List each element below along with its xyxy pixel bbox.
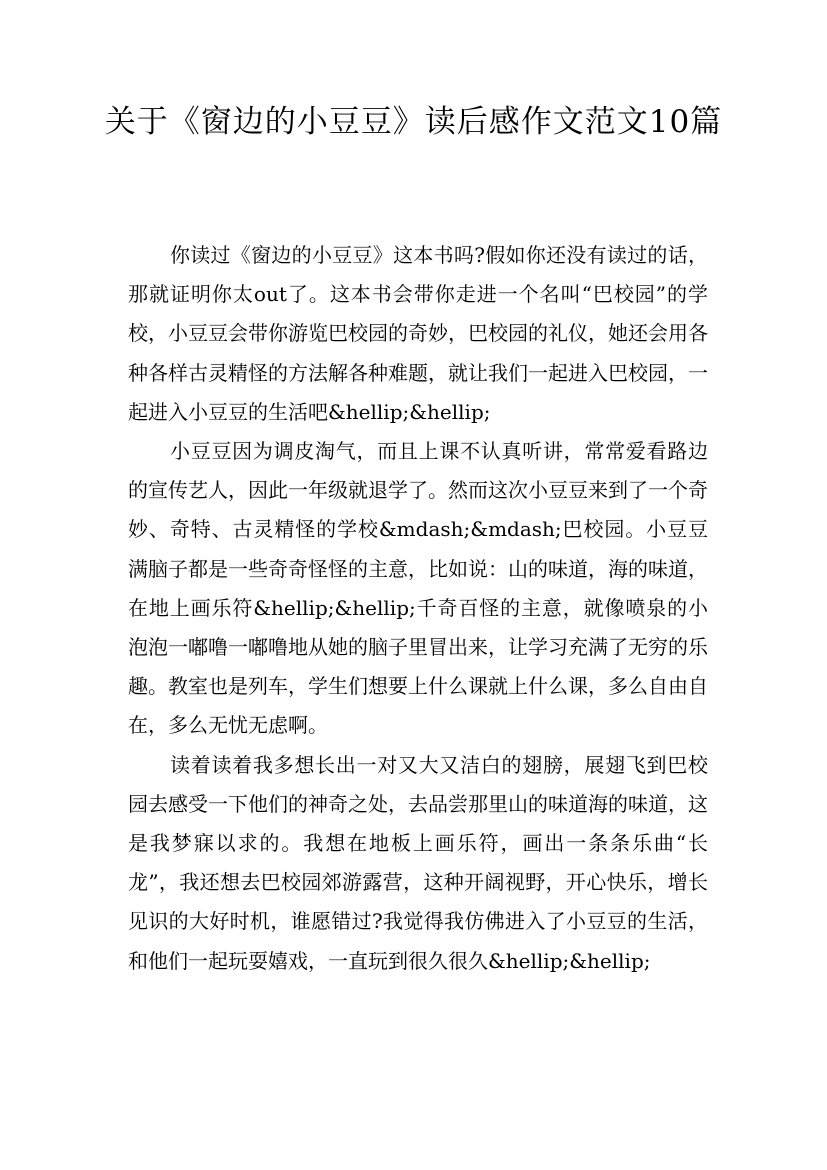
document-body bbox=[128, 236, 708, 981]
paragraph-3: 读着读着我多想长出一对又大又洁白的翅膀，展翅飞到巴校园去感受一下他们的神奇之处，去品尝那里山的味道海的味道，这是我梦寐以求的。我想在地板上画乐符，画出一条条乐曲“长龙”，我还想去巴校园郊游露营，这种开阔视野，开心快乐，增长见识的大好时机，谁愿错过?我觉得我仿佛进入了小豆豆的生活，和他们一起玩耍嬉戏，一直玩到很久很久&hellip;&hellip; bbox=[128, 752, 708, 973]
paragraph-2: 小豆豆因为调皮淘气，而且上课不认真听讲，常常爱看路边的宣传艺人，因此一年级就退学了。然而这次小豆豆来到了一个奇妙、奇特、古灵精怪的学校&mdash;&mdash;巴校园。小豆豆满脑子都是一些奇奇怪怪的主意，比如说：山的味道，海的味道，在地上画乐符&hellip;&hellip;千奇百怪的主意，就像喷泉的小泡泡一嘟噜一嘟噜地从她的脑子里冒出来，让学习充满了无穷的乐趣。教室也是列车，学生们想要上什么课就上什么课，多么自由自在，多么无忧无虑啊。 bbox=[128, 439, 708, 738]
document-title: 关于《窗边的小豆豆》读后感作文范文10篇 bbox=[104, 104, 723, 140]
paragraph-1: 你读过《窗边的小豆豆》这本书吗?假如你还没有读过的话，那就证明你太out了。这本书会带你走进一个名叫“巴校园”的学校，小豆豆会带你游览巴校园的奇妙，巴校园的礼仪，她还会用各种各样古灵精怪的方法解各种难题，就让我们一起进入巴校园，一起进入小豆豆的生活吧&hellip;&hellip; bbox=[128, 243, 708, 424]
